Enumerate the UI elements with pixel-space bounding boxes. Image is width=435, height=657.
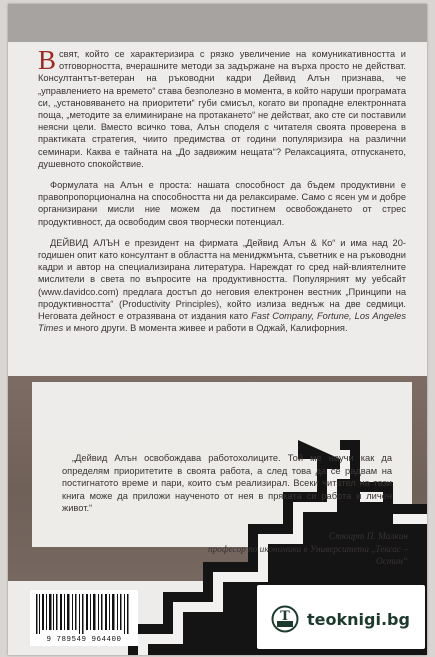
drop-cap: В [38,45,57,75]
review-author [208,531,408,569]
isbn-number: 9 789549 964400 [46,636,122,644]
review-author-title: професор по икономика в Университета „Тексас – Остин“ [208,544,409,568]
author-bio-text-b: и много други. В момента живее и работи в Оджай, Калифорния. [63,323,348,334]
paragraph-formula: Формулата на Алън е проста: нашата способност да бъдем продуктивни е правопропорционална на способността ни да релаксираме. Само с ясен ум и добре организирани мисли ние можем да постигнем освобождането от стрес продуктивност, да освободим своя творчески потенциал. [38,180,406,227]
isbn-barcode [30,590,138,646]
teoknigi-logo-icon [271,605,299,633]
book-back-cover [8,4,427,655]
review-quote: „Дейвид Алън освобождава работохолиците. Той ме научи как да определям приоритетите в своята работа, а след това да се радвам на постигнатото време и пари, които съм реализирал. Всеки читател на тази книга може да приложи наученото от нея в пряката си работа и личен живот.“ [62,453,392,514]
paragraph-intro-text: свят, който се характеризира с рязко увеличение на комуникативността и отговорността, вчерашните методи за задържане на върха просто не действат. Консултантът-ветеран на ръководни кадри Дейвид Алън признава, че „управлението на времето“ става безполезно в момента, в който наруши програмата си, „установяването на приоритети“ губи смисъл, когато ви пропадне електронната поща, „методите за елиминиране на протакането“ не действат, ако сте си поставили неясни цели. Вместо всичко това, Алън споделя с читателя своята проверена в практиката стратегия, чиито предимства от години популяризира на различни семинари. Каква е тайната на „До задвижим нещата“? Релаксацията, отпускането, душевното спокойствие. [38,49,406,169]
author-bio-text-a: ДЕЙВИД АЛЪН е президент на фирмата „Дейвид Алън & Ко“ и има над 20-годишен опит като консултант в областта на мениджмънта, съветник е на ръководни кадри и автор на специализирана литература. Нареждат го сред най-влиятелните мислители в света по въпросите на продуктивността. Популярният му уебсайт (www.davidco.com) предлага достъп до неговия електронен вестник „Принципи на продуктивността“ (Productivity Principles), който излиза веднъж на две седмици. Неговата дейност е отразявана от издания като [38,237,406,322]
store-name: teoknigi.bg [307,610,410,629]
author-bio-publications: Fast Company, Fortune, Los Angeles Times [38,311,406,334]
logo-mark-letter: T [280,609,290,624]
barcode-icon [36,594,132,634]
store-logo [257,585,425,649]
review-author-name: Стюарт П. Малкин [328,532,408,542]
